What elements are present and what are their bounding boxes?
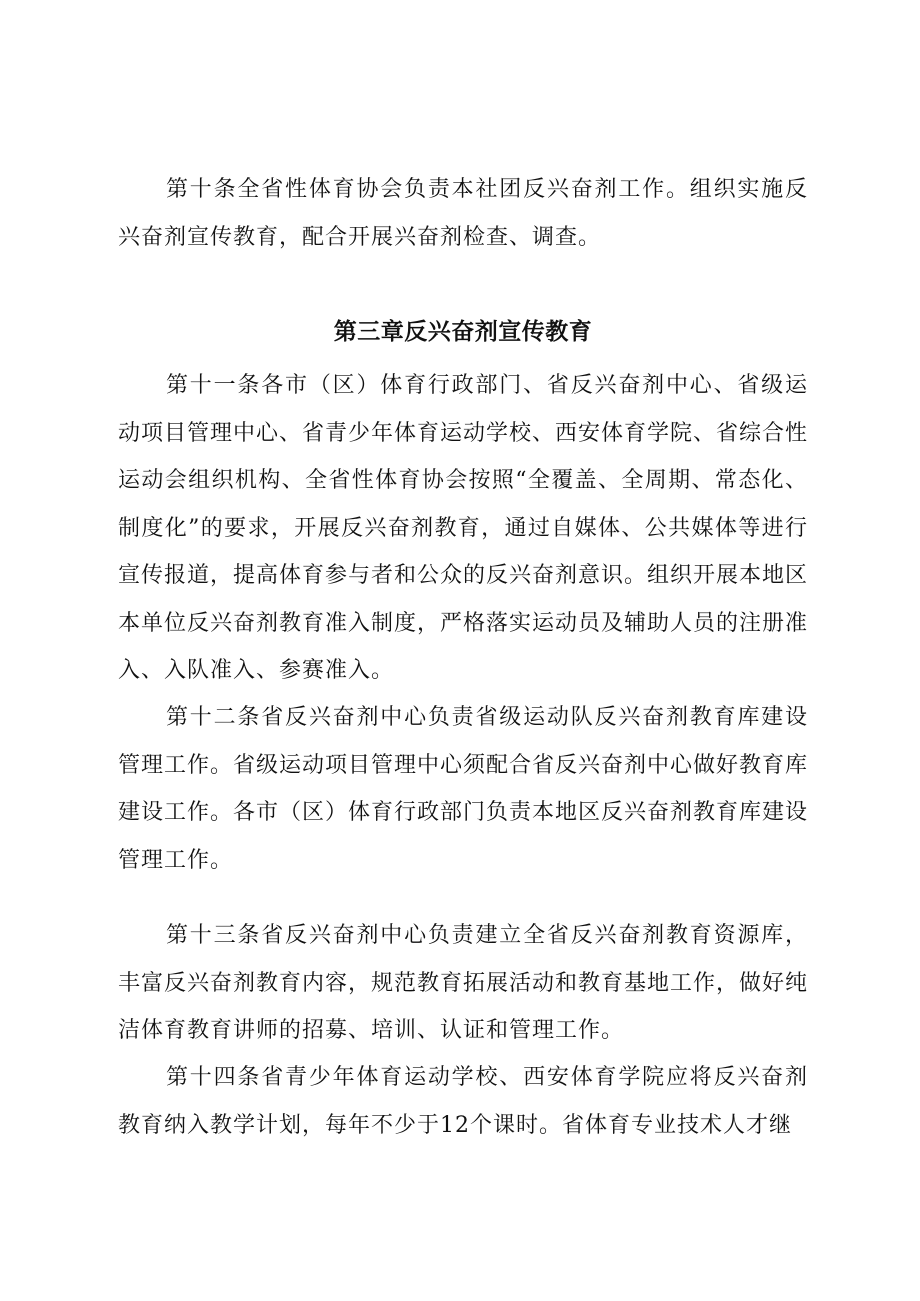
article-14-paragraph: 第十四条省青少年体育运动学校、西安体育学院应将反兴奋剂教育纳入教学计划，每年不少于12个课时。省体育专业技术人才继 xyxy=(118,1065,808,1138)
article-10-paragraph: 第十条全省性体育协会负责本社团反兴奋剂工作。组织实施反兴奋剂宣传教育，配合开展兴奋剂检查、调查。 xyxy=(118,177,808,250)
chapter-3-title: 第三章反兴奋剂宣传教育 xyxy=(333,319,593,345)
article-11-paragraph: 第十一条各市（区）体育行政部门、省反兴奋剂中心、省级运动项目管理中心、省青少年体育运动学校、西安体育学院、省综合性运动会组织机构、全省性体育协会按照“全覆盖、全周期、常态化、制度化”的要求，开展反兴奋剂教育，通过自媒体、公共媒体等进行宣传报道，提高体育参与者和公众的反兴奋剂意识。组织开展本地区本单位反兴奋剂教育准入制度，严格落实运动员及辅助人员的注册准入、入队准入、参赛准入。 xyxy=(118,373,809,683)
article-13-paragraph: 第十三条省反兴奋剂中心负责建立全省反兴奋剂教育资源库，丰富反兴奋剂教育内容，规范教育拓展活动和教育基地工作，做好纯洁体育教育讲师的招募、培训、认证和管理工作。 xyxy=(118,923,809,1043)
article-12-paragraph: 第十二条省反兴奋剂中心负责省级运动队反兴奋剂教育库建设管理工作。省级运动项目管理中心须配合省反兴奋剂中心做好教育库建设工作。各市（区）体育行政部门负责本地区反兴奋剂教育库建设管理工作。 xyxy=(118,705,809,873)
